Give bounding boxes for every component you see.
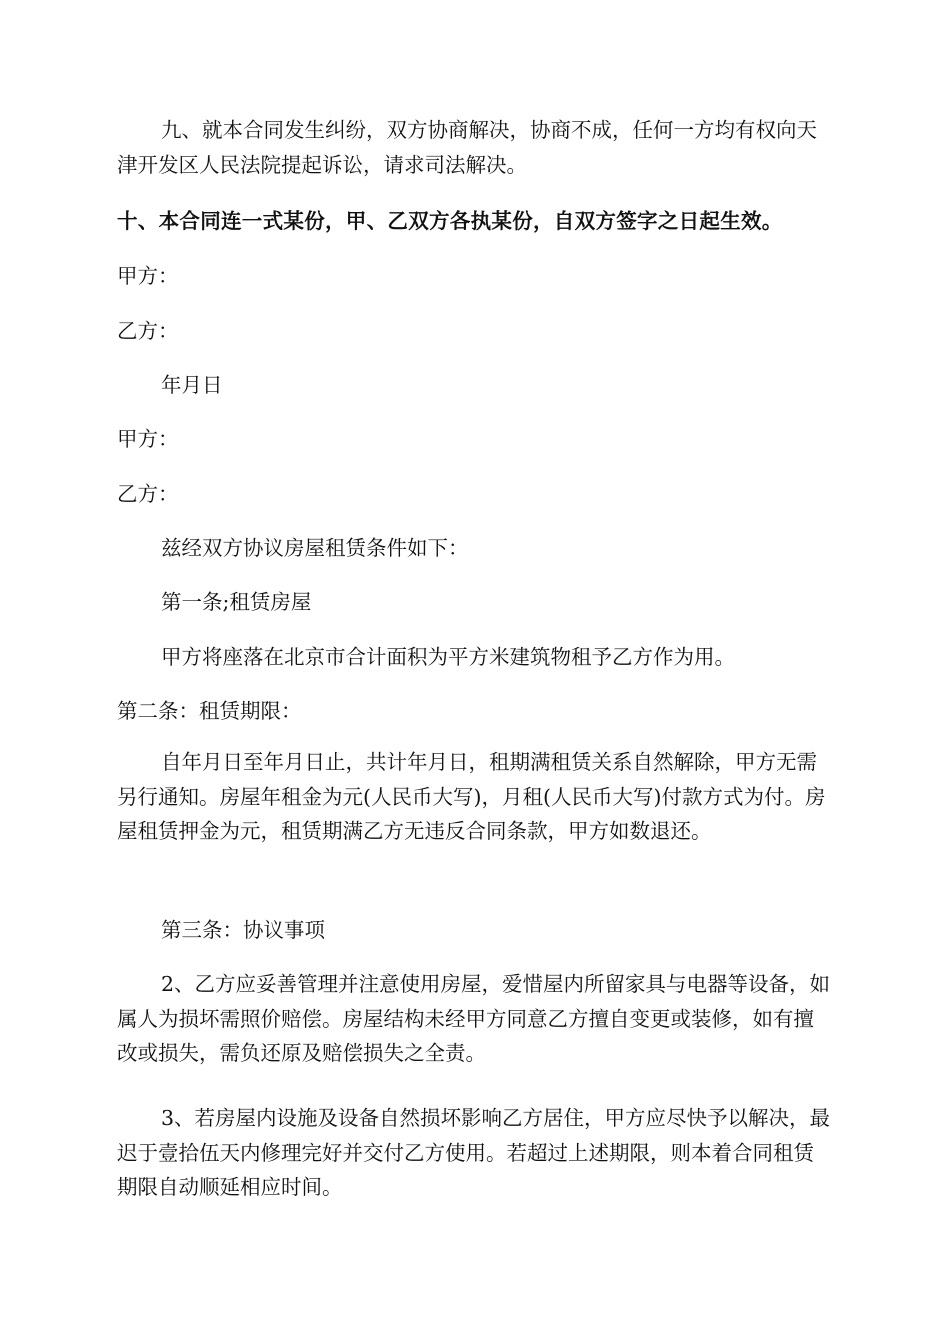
clause-10-effective: 十、本合同连一式某份，甲、乙双方各执某份，自双方签字之日起生效。	[117, 209, 783, 233]
article-1-body: 甲方将座落在北京市合计面积为平方米建筑物租予乙方作为用。	[161, 645, 735, 669]
party-a-label: 甲方：	[117, 264, 179, 288]
article-3-title: 第三条：协议事项	[161, 918, 325, 942]
party-a-label-2: 甲方：	[117, 427, 179, 451]
party-b-label: 乙方：	[117, 319, 179, 343]
article-2-title: 第二条：租赁期限：	[117, 699, 302, 723]
party-b-label-2: 乙方：	[117, 482, 179, 506]
intro-line: 兹经双方协议房屋租赁条件如下：	[161, 536, 469, 560]
clause-9-dispute: 九、就本合同发生纠纷，双方协商解决，协商不成，任何一方均有权向天津开发区人民法院提起诉讼，请求司法解决。	[117, 118, 817, 177]
article-2-body: 自年月日至年月日止，共计年月日，租期满租赁关系自然解除，甲方无需另行通知。房屋年租金为元(人民币大写)，月租(人民币大写)付款方式为付。房屋租赁押金为元，租赁期满乙方无违反合同条款，甲方如数退还。	[117, 750, 826, 843]
article-3-item-3: 3、若房屋内设施及设备自然损坏影响乙方居住，甲方应尽快予以解决，最迟于壹拾伍天内修理完好并交付乙方使用。若超过上述期限，则本着合同租赁期限自动顺延相应时间。	[117, 1106, 831, 1199]
article-3-item-2: 2、乙方应妥善管理并注意使用房屋，爱惜屋内所留家具与电器等设备，如属人为损坏需照价赔偿。房屋结构未经甲方同意乙方擅自变更或装修，如有擅改或损失，需负还原及赔偿损失之全责。	[117, 972, 831, 1065]
article-1-title: 第一条;租赁房屋	[161, 590, 312, 614]
date-line: 年月日	[161, 373, 223, 397]
